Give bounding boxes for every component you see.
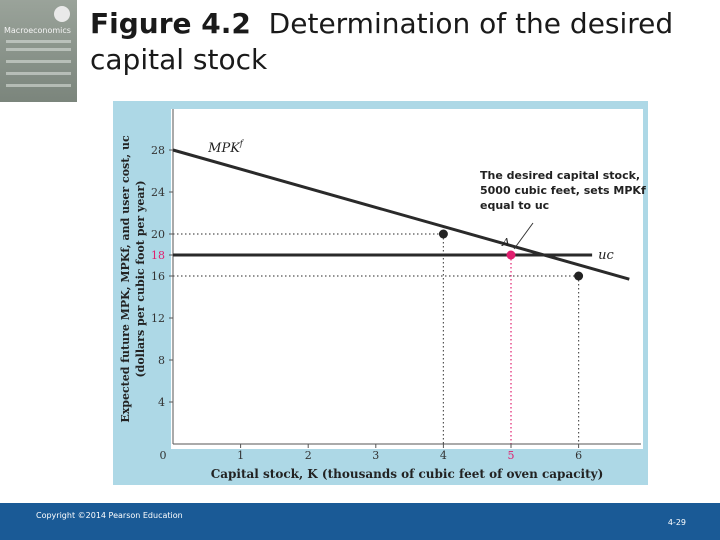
y-tick-label: 4 xyxy=(158,396,165,409)
y-tick-label: 8 xyxy=(158,354,165,367)
cover-stripe xyxy=(6,60,71,63)
point-label-a: A xyxy=(502,236,510,249)
y-tick-label: 24 xyxy=(151,186,165,199)
chart-frame xyxy=(113,101,648,485)
y-tick-label: 18 xyxy=(151,249,165,262)
cover-stripe xyxy=(6,40,71,43)
x-tick-label: 5 xyxy=(507,449,515,462)
book-cover-title: Macroeconomics xyxy=(4,26,71,35)
y-tick-label: 12 xyxy=(151,312,165,325)
x-tick-label: 3 xyxy=(372,449,380,462)
figure-number: Figure 4.2 xyxy=(90,7,251,40)
x-tick-label: 1 xyxy=(237,449,245,462)
page-number: 4-29 xyxy=(667,518,686,527)
y-axis-title-line2: (dollars per cubic foot per year) xyxy=(134,180,147,378)
series-label-uc: uc xyxy=(598,248,614,263)
x-tick-label: 2 xyxy=(304,449,312,462)
figure-caption: Determination of the desired capital stock xyxy=(90,7,674,76)
y-tick-label: 20 xyxy=(151,228,165,241)
data-point-marker xyxy=(507,251,516,260)
y-tick-label: 16 xyxy=(151,270,165,283)
copyright-notice: Copyright ©2014 Pearson Education xyxy=(36,511,183,520)
edition-badge-icon xyxy=(54,6,70,22)
capital-stock-chart xyxy=(113,101,648,485)
data-point-marker xyxy=(574,272,583,281)
x-tick-label: 4 xyxy=(439,449,447,462)
slide-title xyxy=(90,6,710,78)
slide-footer xyxy=(0,503,720,540)
annotation-line: 5000 cubic feet, sets MPKf xyxy=(480,184,646,197)
book-cover-thumbnail xyxy=(0,0,77,102)
plot-background xyxy=(171,109,643,449)
x-axis-title: Capital stock, K (thousands of cubic feet of oven capacity) xyxy=(210,467,604,481)
x-tick-label: 6 xyxy=(575,449,583,462)
annotation-line: The desired capital stock, xyxy=(480,169,641,182)
cover-stripe xyxy=(6,48,71,51)
cover-stripe xyxy=(6,72,71,75)
cover-stripe xyxy=(6,84,71,87)
x-tick-label: 0 xyxy=(159,449,167,462)
annotation-line: equal to uc xyxy=(480,199,550,212)
series-label-mpkf: MPK$^f$ xyxy=(208,139,243,156)
data-point-marker xyxy=(439,230,448,239)
y-tick-label: 28 xyxy=(151,144,165,157)
y-axis-title-line1: Expected future MPK, MPKf, and user cost, uc xyxy=(119,135,132,423)
